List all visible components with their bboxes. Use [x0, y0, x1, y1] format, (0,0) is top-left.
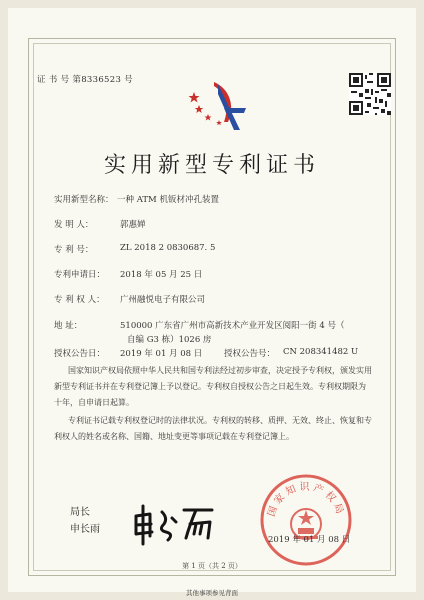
- paragraph-2-line-1: 专利证书记载专利权登记时的法律状况。专利权的转移、质押、无效、终止、恢复和专: [68, 416, 372, 425]
- inventor-label: 发 明 人：: [54, 220, 94, 230]
- seal-date: 2019 年 01 月 08 日: [268, 535, 351, 545]
- patentee-label: 专 利 权 人：: [54, 295, 105, 305]
- utility-model-name-label: 实用新型名称：: [54, 195, 114, 205]
- patent-office-emblem-icon: [188, 78, 250, 138]
- grant-number-value: CN 208341482 U: [283, 347, 359, 357]
- seal-text: 国家知识产权局: [266, 482, 346, 519]
- patentee-value: 广州融悦电子有限公司: [120, 295, 206, 305]
- director-title-label: 局长: [70, 507, 90, 518]
- patent-number-label: 专 利 号：: [54, 245, 94, 255]
- paragraph-1-line-2: 新型专利证书并在专利登记簿上予以登记。专利权自授权公告之日起生效。专利权期限为: [54, 382, 366, 391]
- official-seal-icon: [258, 472, 354, 568]
- utility-model-name-value: 一种 ATM 机钣材冲孔装置: [117, 195, 219, 205]
- grant-date-label: 授权公告日：: [54, 349, 106, 359]
- certificate-number: 证 书 号 第8336523 号: [37, 75, 133, 85]
- address-line-1: 510000 广东省广州市高新技术产业开发区阅阳一街 4 号（: [120, 321, 345, 331]
- paragraph-2-line-2: 利权人的姓名或名称、国籍、地址变更等事项记载在专利登记簿上。: [54, 432, 294, 441]
- grant-date-value: 2019 年 01 月 08 日: [120, 349, 203, 359]
- director-name-label: 申长雨: [70, 524, 100, 535]
- filing-date-value: 2018 年 05 月 25 日: [120, 270, 203, 280]
- back-note: 其他事项参见背面: [186, 589, 238, 597]
- address-line-2: 自编 G3 栋）1026 房: [127, 335, 212, 345]
- patent-number-value: ZL 2018 2 0830687. 5: [120, 243, 216, 253]
- filing-date-label: 专利申请日：: [54, 270, 106, 280]
- certificate-title: 实用新型专利证书: [103, 153, 320, 178]
- paragraph-1-line-3: 十年，自申请日起算。: [54, 398, 134, 407]
- handwritten-signature: [128, 502, 220, 550]
- paragraph-1-line-1: 国家知识产权局依照中华人民共和国专利法经过初步审查，决定授予专利权，颁发实用: [68, 366, 372, 375]
- qr-code-icon: [349, 73, 391, 115]
- address-label: 地 址：: [54, 321, 83, 331]
- inventor-value: 郭惠婵: [120, 220, 146, 230]
- grant-number-label: 授权公告号：: [224, 349, 276, 359]
- page-indicator: 第 1 页（共 2 页）: [182, 562, 242, 570]
